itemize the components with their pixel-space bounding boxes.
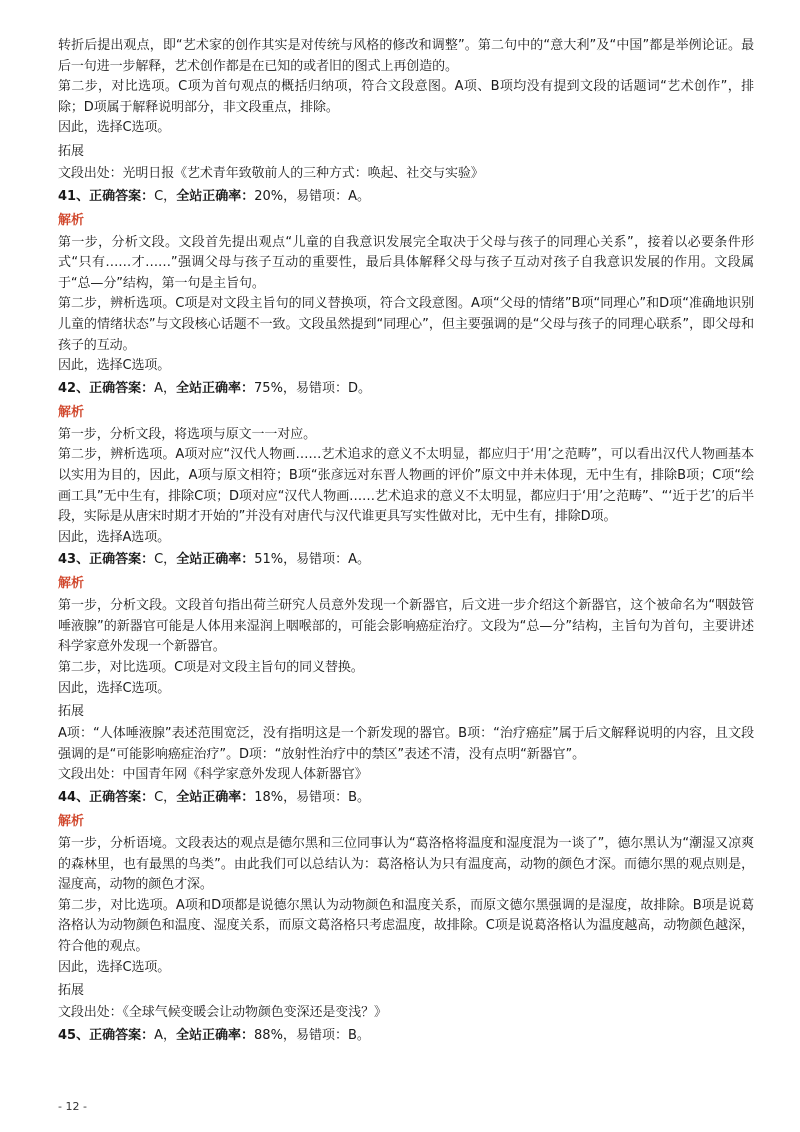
answer-value: A，: [154, 1027, 177, 1043]
error-option-value: D。: [347, 380, 371, 396]
error-option-value: B。: [348, 790, 371, 806]
paragraph: 文段出处：中国青年网《科学家意外发现人体新器官》: [58, 767, 368, 783]
error-option-label: 易错项：: [296, 790, 349, 806]
paragraph: 因此，选择C选项。: [58, 680, 171, 696]
accuracy-label: 全站正确率：: [176, 552, 255, 568]
section-label-jiexi: 解析: [58, 404, 85, 420]
section-label-tuozhan: 拓展: [58, 983, 85, 999]
error-option-value: A。: [348, 552, 371, 568]
paragraph: A项：“人体唾液腺”表述范围宽泛，没有指明这是一个新发现的器官。B项：“治疗癌症”属于后文解释说明的内容，且文段强调的是“可能影响癌症治疗”。D项：“放射性治疗中的禁区”表述不清，没有点明“新器官”。: [58, 726, 754, 762]
paragraph: 第二步，辨析选项。C项是对文段主旨句的同义替换项，符合文段意图。A项“父母的情绪”B项“同理心”和D项“准确地识别儿童的情绪状态”与文段核心话题不一致。文段虽然提到“同理心”，但主要强调的是“父母与孩子的同理心联系”，即父母和孩子的互动。: [58, 296, 754, 353]
paragraph: 第一步，分析文段，将选项与原文一一对应。: [58, 426, 317, 442]
answer-line: [58, 378, 754, 400]
answer-label: 正确答案：: [89, 552, 155, 568]
error-option-label: 易错项：: [295, 380, 348, 396]
paragraph: 第一步，分析文段。文段首先提出观点“儿童的自我意识发展完全取决于父母与孩子的同理心关系”，接着以必要条件形式“只有……才……”强调父母与孩子互动的重要性，最后具体解释父母与孩子互动对孩子自我意识发展的作用。文段属于“总—分”结构，第一句是主旨句。: [58, 234, 754, 291]
answer-line: [58, 787, 754, 809]
accuracy-label: 全站正确率：: [176, 380, 255, 396]
answer-line: [58, 549, 754, 571]
answer-value: C，: [154, 790, 177, 806]
paragraph: 第二步，对比选项。A项和D项都是说德尔黑认为动物颜色和温度关系，而原文德尔黑强调的是湿度，故排除。B项是说葛洛格认为动物颜色和温度、湿度关系，而原文葛洛格只考虑温度，故排除。C项是说葛洛格认为温度越高，动物颜色越深，符合他的观点。: [58, 897, 754, 954]
question-number: 41、: [58, 188, 90, 204]
answer-line: [58, 186, 754, 208]
paragraph: 第一步，分析语境。文段表达的观点是德尔黑和三位同事认为“葛洛格将温度和湿度混为一谈了”，德尔黑认为“潮湿又凉爽的森林里，也有最黑的鸟类”。由此我们可以总结认为：葛洛格认为只有温度高，动物的颜色才深。而德尔黑的观点则是，湿度高，动物的颜色才深。: [58, 836, 754, 893]
paragraph: 文段出处：《全球气候变暖会让动物颜色变深还是变浅？》: [58, 1005, 387, 1021]
paragraph: 因此，选择C选项。: [58, 120, 171, 136]
paragraph: 第一步，分析文段。文段首句指出荷兰研究人员意外发现一个新器官，后文进一步介绍这个新器官，这个被命名为“咽鼓管唾液腺”的新器官可能是人体用来湿润上咽喉部的，可能会影响癌症治疗。文段为“总—分”结构，主旨句为首句，主要讲述科学家意外发现一个新器官。: [58, 598, 754, 655]
accuracy-value: 18%，: [254, 790, 297, 806]
answer-label: 正确答案：: [89, 790, 155, 806]
answer-label: 正确答案：: [89, 380, 155, 396]
accuracy-value: 20%，: [254, 188, 297, 204]
answer-value: A，: [154, 380, 177, 396]
accuracy-value: 75%，: [254, 380, 296, 396]
error-option-value: A。: [348, 188, 371, 204]
error-option-value: B。: [347, 1027, 370, 1043]
section-label-jiexi: 解析: [58, 212, 85, 228]
paragraph: 第二步，辨析选项。A项对应“汉代人物画……艺术追求的意义不太明显，都应归于‘用’之范畴”，可以看出汉代人物画基本以实用为目的，因此，A项与原文相符；B项“张彦远对东晋人物画的评价”原文中并未体现，无中生有，排除B项；C项“绘画工具”无中生有，排除C项；D项对应“汉代人物画……艺术追求的意义不太明显，都应归于‘用’之范畴”、“‘近于艺’的后半段，实际是从唐宋时期才开始的”并没有对唐代与汉代谁更具写实性做对比，无中生有，排除D项。: [58, 447, 754, 525]
question-number: 44、: [58, 790, 90, 806]
paragraph: 转折后提出观点，即“艺术家的创作其实是对传统与风格的修改和调整”。第二句中的“意大利”及“中国”都是举例论证。最后一句进一步解释，艺术创作都是在已知的或者旧的图式上再创造的。: [58, 38, 754, 74]
paragraph: 因此，选择C选项。: [58, 358, 171, 374]
section-label-jiexi: 解析: [58, 814, 85, 830]
question-number: 45、: [58, 1027, 90, 1043]
error-option-label: 易错项：: [296, 552, 349, 568]
accuracy-value: 51%，: [254, 552, 297, 568]
paragraph: 第二步，对比选项。C项是对文段主旨句的同义替换。: [58, 660, 364, 676]
question-number: 43、: [58, 552, 90, 568]
paragraph: 因此，选择A选项。: [58, 529, 170, 545]
error-option-label: 易错项：: [296, 188, 349, 204]
answer-value: C，: [154, 552, 177, 568]
answer-label: 正确答案：: [89, 188, 155, 204]
accuracy-value: 88%，: [254, 1027, 296, 1043]
section-label-jiexi: 解析: [58, 576, 85, 592]
paragraph: 第二步，对比选项。C项为首句观点的概括归纳项，符合文段意图。A项、B项均没有提到文段的话题词“艺术创作”，排除；D项属于解释说明部分，非文段重点，排除。: [58, 79, 754, 115]
document-body: [58, 36, 754, 1047]
accuracy-label: 全站正确率：: [176, 1027, 255, 1043]
error-option-label: 易错项：: [295, 1027, 348, 1043]
accuracy-label: 全站正确率：: [176, 790, 255, 806]
section-label-tuozhan: 拓展: [58, 704, 85, 720]
question-number: 42、: [58, 380, 90, 396]
answer-label: 正确答案：: [89, 1027, 155, 1043]
section-label-tuozhan: 拓展: [58, 143, 85, 159]
paragraph: 因此，选择C选项。: [58, 959, 171, 975]
answer-line: [58, 1025, 754, 1047]
answer-value: C，: [154, 188, 177, 204]
paragraph: 文段出处：光明日报《艺术青年致敬前人的三种方式：唤起、社交与实验》: [58, 165, 484, 181]
page-number: - 12 -: [58, 1100, 87, 1113]
accuracy-label: 全站正确率：: [176, 188, 255, 204]
